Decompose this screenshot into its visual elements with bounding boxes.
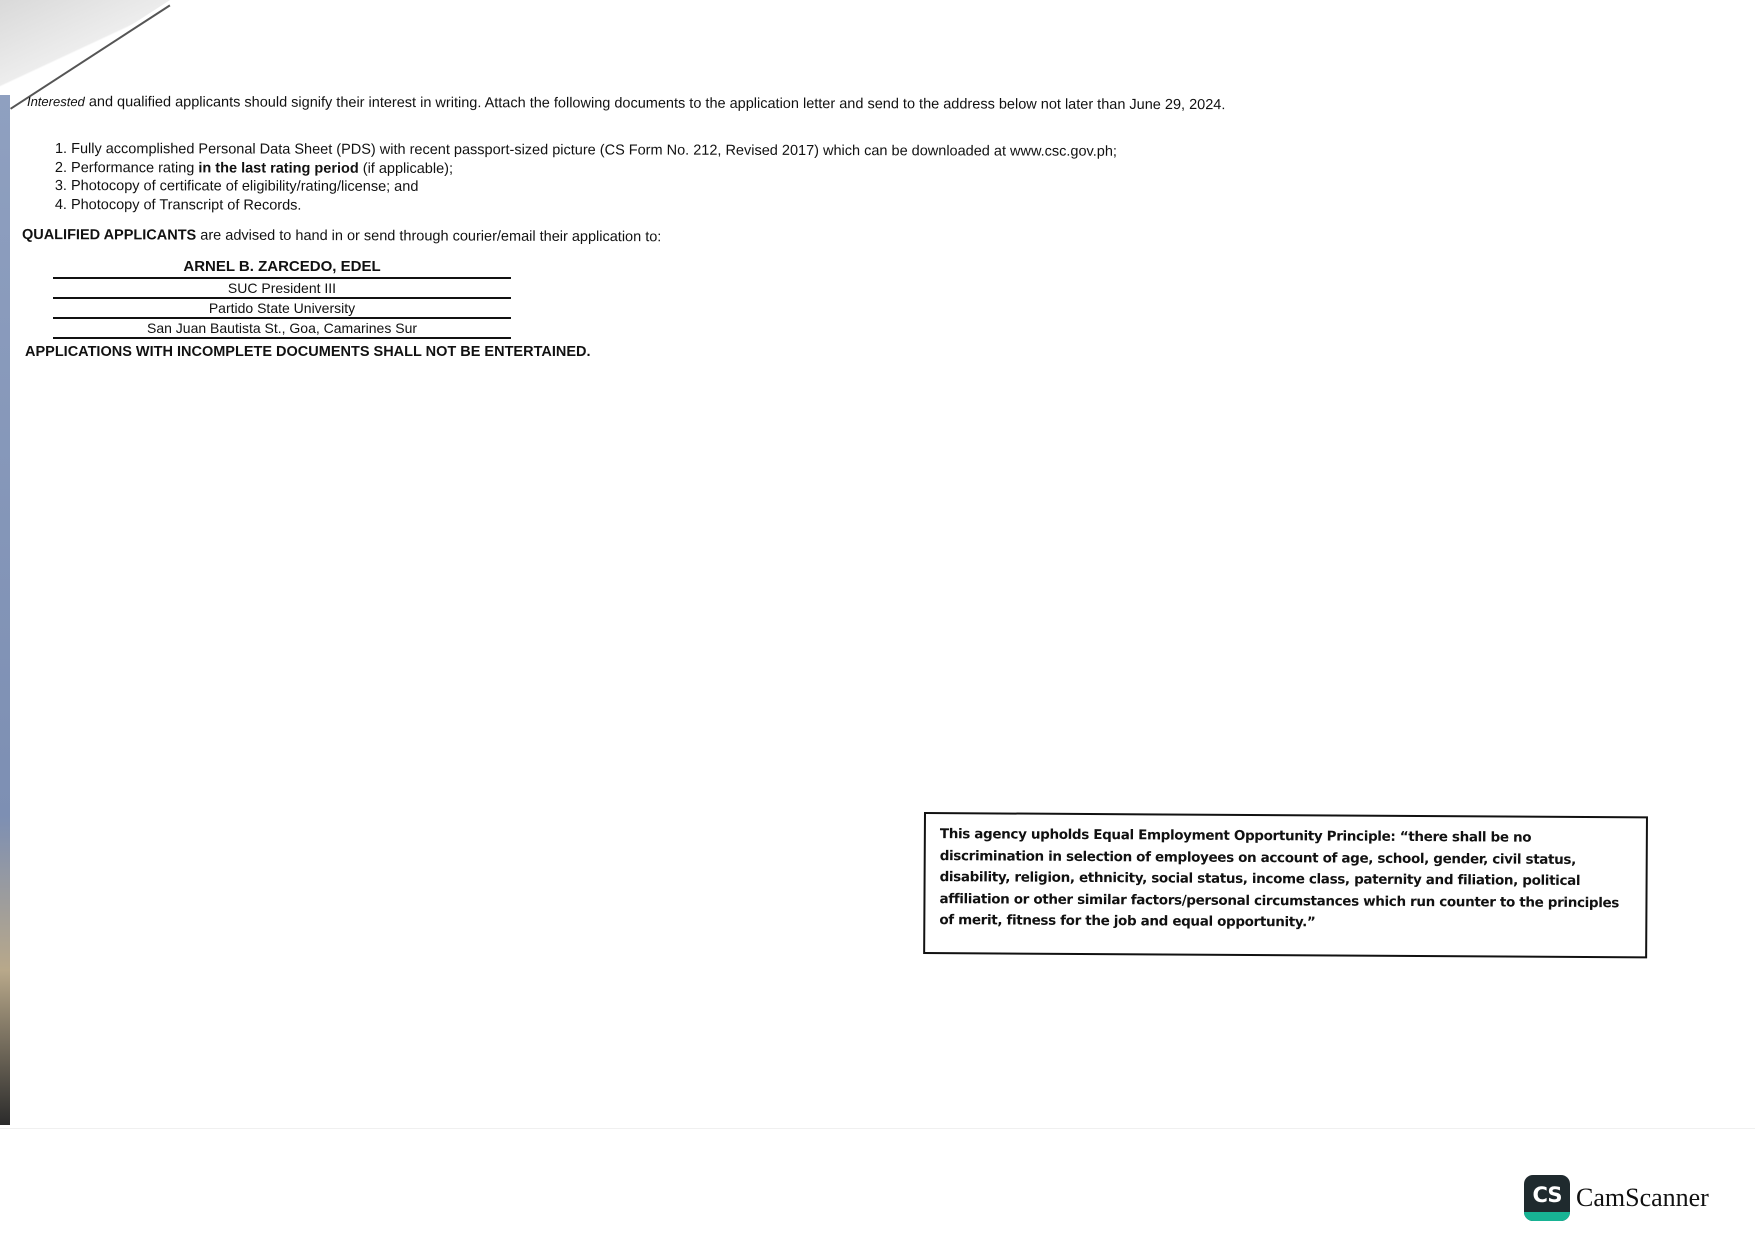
advise-line [22, 227, 661, 245]
advise-text: are advised to hand in or send through courier/email their application to: [196, 227, 662, 246]
requirement-text-after: (if applicable); [358, 160, 454, 177]
requirement-number: 2. [54, 159, 68, 176]
requirements-list [55, 140, 1117, 217]
requirement-text: Performance rating [71, 159, 199, 176]
address-location: San Juan Bautista St., Goa, Camarines Sur [53, 319, 511, 339]
camscanner-brand-text: CamScanner [1576, 1183, 1709, 1212]
eeo-statement-text: This agency upholds Equal Employment Opportunity Principle: “there shall be no discrimination in selection of employees on account of age, school, gender, civil status, disability, religion, ethnicity, social status, income class, paternity and filiation, political affiliation or other similar factors/personal circumstances which run counter to the principles of merit, fitness for the job and equal opportunity.” [939, 826, 1620, 931]
intro-paragraph [27, 94, 1587, 114]
requirement-text: Photocopy of certificate of eligibility/rating/license; and [70, 178, 419, 195]
address-position: SUC President III [53, 279, 511, 299]
requirement-text-bold: in the last rating period [198, 159, 359, 177]
requirement-item [55, 195, 1117, 216]
requirement-text: Fully accomplished Personal Data Sheet (PDS) with recent passport-sized picture (CS Form No. 212, Revised 2017) which can be downloaded at www.csc.gov.ph; [71, 141, 1117, 160]
requirement-item [55, 140, 1117, 161]
requirement-number: 4. [54, 196, 67, 213]
intro-first-word: Interested [26, 94, 85, 110]
eeo-statement-box [923, 812, 1648, 958]
camscanner-logo-icon [1524, 1175, 1570, 1221]
address-name: ARNEL B. ZARCEDO, EDEL [53, 258, 511, 279]
address-office: Partido State University [53, 299, 511, 319]
camscanner-watermark [1524, 1175, 1709, 1221]
intro-text: and qualified applicants should signify their interest in writing. Attach the following documents to the application letter and send to the address below not later than June 29, 2024. [84, 94, 1226, 114]
advise-bold: QUALIFIED APPLICANTS [21, 227, 197, 244]
requirement-number: 3. [54, 177, 67, 195]
requirement-item [55, 177, 1117, 198]
requirement-number: 1. [54, 141, 68, 158]
incomplete-documents-notice: APPLICATIONS WITH INCOMPLETE DOCUMENTS SHALL NOT BE ENTERTAINED. [25, 344, 591, 360]
scan-left-edge [0, 95, 10, 1125]
camscanner-badge-text: CS [1532, 1183, 1562, 1207]
requirement-text: Photocopy of Transcript of Records. [70, 196, 302, 214]
address-block [53, 258, 511, 339]
scan-bottom-margin [0, 1128, 1755, 1241]
